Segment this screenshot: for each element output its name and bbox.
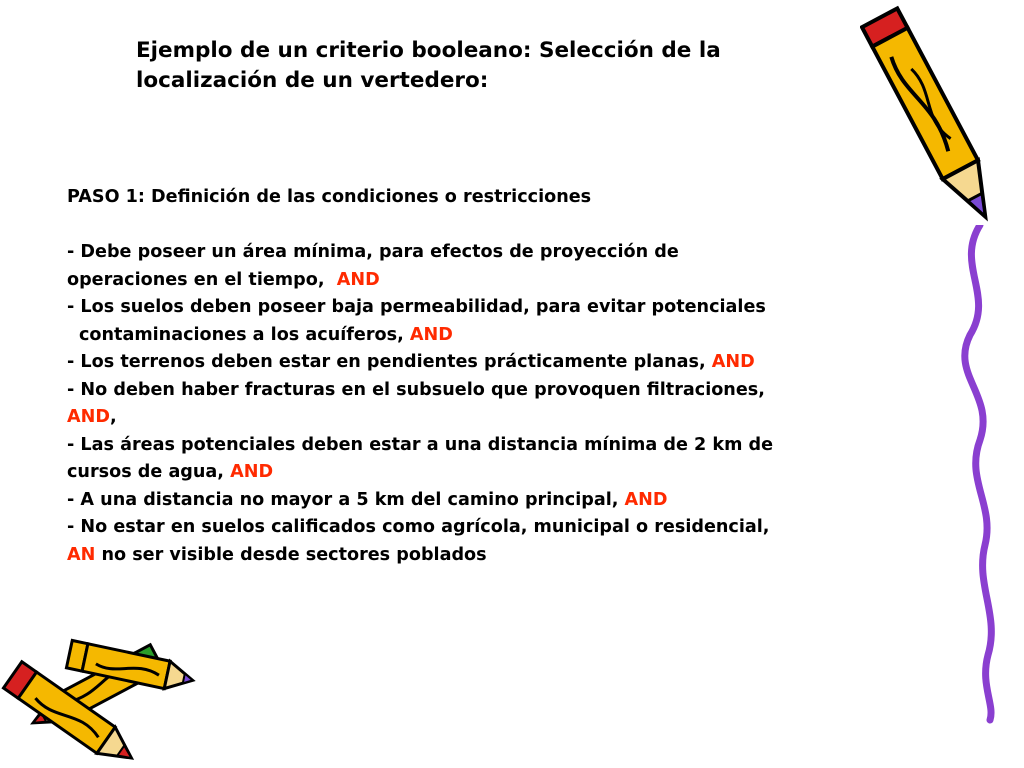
condition-4: - No deben haber fracturas en el subsuelo que provoquen filtraciones, AND, (67, 379, 765, 427)
step-heading: PASO 1: Definición de las condiciones o restricciones (67, 187, 592, 207)
squiggle-line (950, 225, 1010, 725)
title-line-2: localización de un vertedero: (136, 68, 489, 93)
pencil-icon (0, 615, 210, 765)
condition-6: - A una distancia no mayor a 5 km del camino principal, AND (67, 489, 668, 510)
and-keyword: AN (67, 544, 96, 565)
condition-5: - Las áreas potenciales deben estar a una distancia mínima de 2 km de cursos de agua, AND (67, 434, 774, 482)
and-keyword: AND (67, 407, 110, 427)
and-keyword: AND (711, 352, 755, 372)
and-keyword: AND (409, 324, 453, 345)
slide-title (136, 36, 776, 96)
condition-1: - Debe poseer un área mínima, para efectos de proyección de operaciones en el tiempo, AND (67, 242, 679, 290)
condition-2: - Los suelos deben poseer baja permeabilidad, para evitar potenciales contaminaciones a los acuíferos, AND (67, 297, 766, 345)
and-keyword: AND (230, 462, 274, 482)
and-keyword: AND (624, 489, 668, 510)
and-keyword: AND (336, 269, 380, 290)
condition-7: - No estar en suelos calificados como agrícola, municipal o residencial, AN no ser visible desde sectores poblados (67, 517, 770, 565)
pencil-icon (860, 0, 1010, 245)
condition-3: - Los terrenos deben estar en pendientes prácticamente planas, AND (67, 352, 755, 372)
slide-body (67, 184, 907, 569)
title-line-1: Ejemplo de un criterio booleano: Selección de la (136, 38, 721, 63)
